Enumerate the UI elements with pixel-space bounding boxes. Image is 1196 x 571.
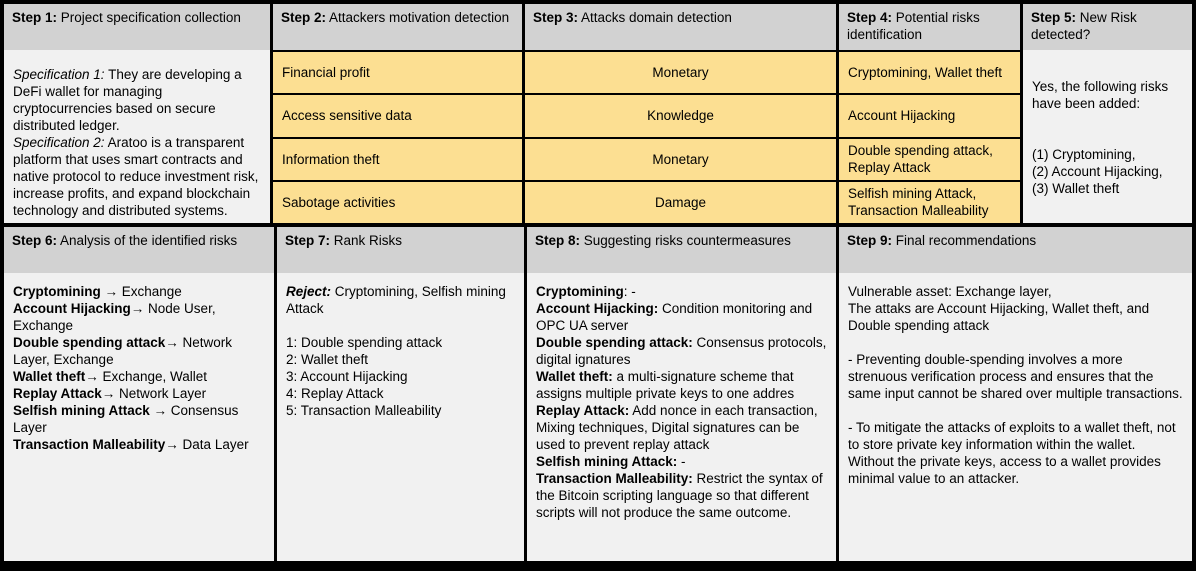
step4-header <box>839 4 1020 50</box>
step6-panel <box>4 227 274 561</box>
step3-header <box>525 4 836 50</box>
step7-panel <box>277 227 524 561</box>
step9-body: Vulnerable asset: Exchange layer, The attaks are Account Hijacking, Wallet theft, and Double spending attack - Preventing double-spending involves a more strenuous verification process and ensures that the same input cannot be shared over multiple transactions. - To mitigate the attacks of exploits to a wallet theft, not to store private key information within the wallet. Without the private keys, access to a wallet provides minimal value to an attacker. <box>839 273 1192 561</box>
step8-title: Suggesting risks countermeasures <box>580 233 791 248</box>
risk-row-selfish-mining-malleability: Selfish mining Attack, Transaction Malleability <box>839 180 1020 223</box>
step2-header <box>273 4 522 50</box>
step9-header <box>839 227 1192 273</box>
step7-label: Step 7: <box>285 233 331 248</box>
step5-title: New Risk detected? <box>1031 10 1137 42</box>
step4-title: Potential risks identification <box>847 10 980 42</box>
step3-panel <box>525 4 836 223</box>
motivation-row-information-theft: Information theft <box>273 137 522 180</box>
step5-panel <box>1023 4 1192 223</box>
step9-label: Step 9: <box>847 233 893 248</box>
step1-body: Specification 1: They are developing a DeFi wallet for managing cryptocurrencies based on secure distributed ledger. Specification 2: Aratoo is a transparent platform that uses smart contracts and native protocol to reduce investment risk, increase profits, and expand blockchain technology and distributed systems. <box>4 50 270 223</box>
step2-label: Step 2: <box>281 10 327 25</box>
step9-panel <box>839 227 1192 561</box>
domain-row-monetary-2: Monetary <box>525 137 836 180</box>
step5-header <box>1023 4 1192 50</box>
step7-title: Rank Risks <box>330 233 403 248</box>
step9-title: Final recommendations <box>892 233 1037 248</box>
risk-row-account-hijacking: Account Hijacking <box>839 93 1020 136</box>
domain-row-monetary-1: Monetary <box>525 50 836 93</box>
step8-header <box>527 227 836 273</box>
motivation-row-access-sensitive-data: Access sensitive data <box>273 93 522 136</box>
domain-row-knowledge: Knowledge <box>525 93 836 136</box>
step3-title: Attacks domain detection <box>578 10 732 25</box>
bottom-section <box>4 227 1192 561</box>
step5-label: Step 5: <box>1031 10 1077 25</box>
step1-header <box>4 4 270 50</box>
motivation-row-sabotage-activities: Sabotage activities <box>273 180 522 223</box>
motivation-row-financial-profit: Financial profit <box>273 50 522 93</box>
risk-row-cryptomining-wallet-theft: Cryptomining, Wallet theft <box>839 50 1020 93</box>
step4-rows <box>839 50 1020 223</box>
step4-panel <box>839 4 1020 223</box>
domain-row-damage: Damage <box>525 180 836 223</box>
step4-label: Step 4: <box>847 10 893 25</box>
step3-rows <box>525 50 836 223</box>
step8-label: Step 8: <box>535 233 581 248</box>
step8-panel <box>527 227 836 561</box>
step6-label: Step 6: <box>12 233 58 248</box>
step7-header <box>277 227 524 273</box>
step6-header <box>4 227 274 273</box>
step7-body: Reject: Cryptomining, Selfish mining Attack 1: Double spending attack 2: Wallet theft 3: Account Hijacking 4: Replay Attack 5: Transaction Malleability <box>277 273 524 561</box>
step3-label: Step 3: <box>533 10 579 25</box>
step2-title: Attackers motivation detection <box>326 10 510 25</box>
step1-panel <box>4 4 270 223</box>
risk-analysis-table <box>4 4 1192 561</box>
top-section <box>4 4 1192 223</box>
step5-body: Yes, the following risks have been added: (1) Cryptomining, (2) Account Hijacking, (3) Wallet theft <box>1023 50 1192 223</box>
step2-panel <box>273 4 522 223</box>
step6-title: Analysis of the identified risks <box>57 233 238 248</box>
step1-label: Step 1: <box>12 10 58 25</box>
step8-body: Cryptomining: - Account Hijacking: Condition monitoring and OPC UA server Double spending attack: Consensus protocols, digital ignatures Wallet theft: a multi-signature scheme that assigns multiple private keys to one addres Replay Attack: Add nonce in each transaction, Mixing techniques, Digital signatures can be used to prevent replay attack Selfish mining Attack: - Transaction Malleability: Restrict the syntax of the Bitcoin scripting language so that different scripts will not produce the same outcome. <box>527 273 836 561</box>
step1-title: Project specification collection <box>57 10 241 25</box>
step2-rows <box>273 50 522 223</box>
step6-body: Cryptomining → Exchange Account Hijacking→ Node User, Exchange Double spending attack→ Network Layer, Exchange Wallet theft→ Exchange, Wallet Replay Attack→ Network Layer Selfish mining Attack → Consensus Layer Transaction Malleability→ Data Layer <box>4 273 274 561</box>
risk-row-double-spending-replay: Double spending attack, Replay Attack <box>839 137 1020 180</box>
